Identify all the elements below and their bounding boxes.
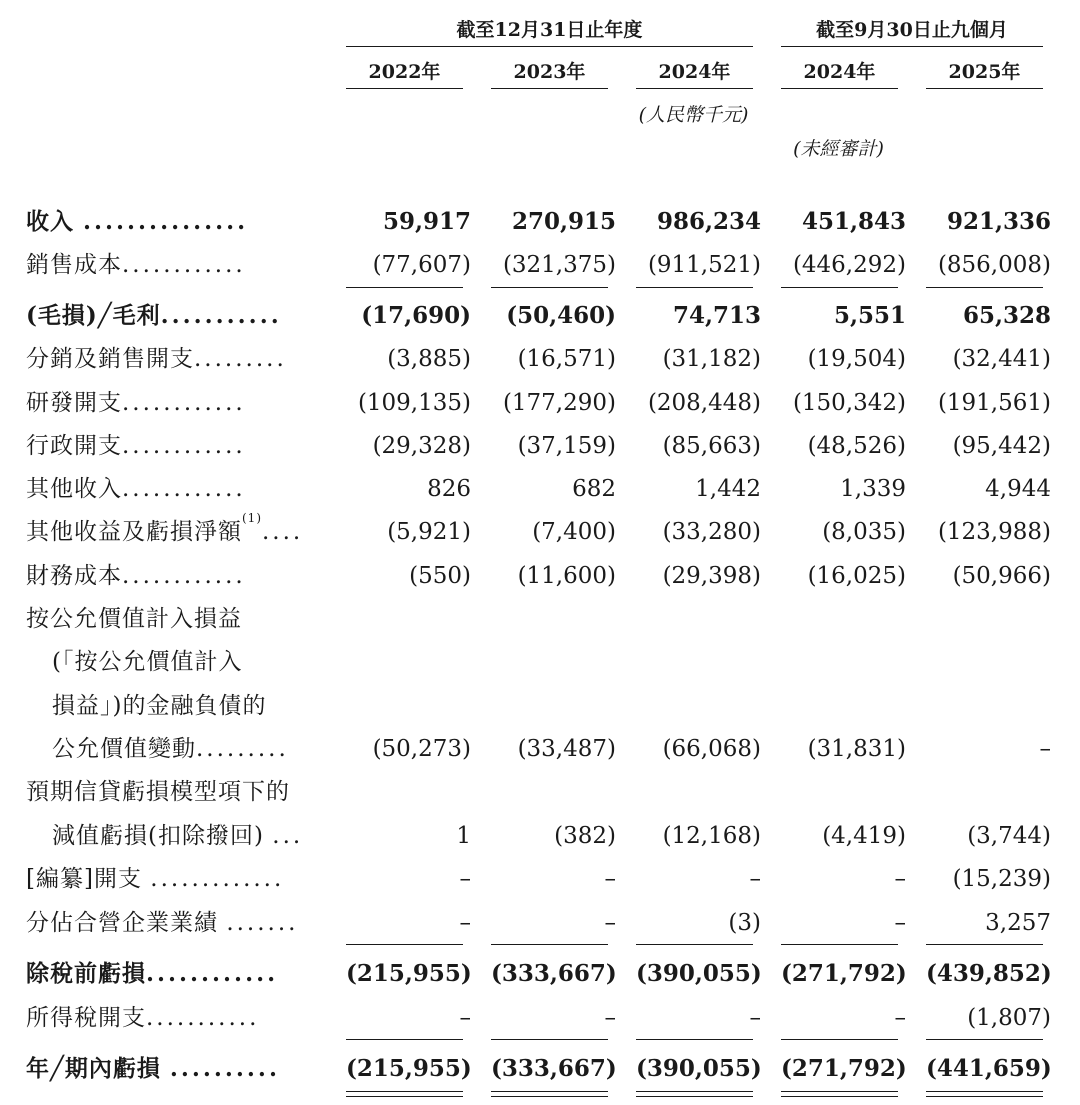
value-cell: (123,988)	[937, 519, 1051, 545]
row-label: 按公允價值計入損益	[26, 606, 242, 632]
total-double-rule	[926, 1091, 1043, 1097]
row-cost-of-sales	[0, 245, 1080, 285]
value-cell: –	[749, 866, 761, 892]
row-label: 年╱期內虧損 ..........	[26, 1055, 280, 1082]
row-label: 財務成本............	[26, 563, 246, 589]
value-cell: (16,025)	[807, 563, 906, 589]
value-cell: –	[894, 1005, 906, 1031]
value-cell: –	[749, 1005, 761, 1031]
value-cell: 5,551	[833, 302, 906, 329]
total-double-rule	[781, 1091, 898, 1097]
value-cell: –	[604, 910, 616, 936]
value-cell: (19,504)	[807, 346, 906, 372]
value-cell: 65,328	[962, 302, 1051, 329]
value-cell: –	[459, 1005, 471, 1031]
value-cell: (5,921)	[387, 519, 471, 545]
subtotal-rule	[636, 944, 753, 945]
value-cell: (3,885)	[387, 346, 471, 372]
year-header-2022: 2022年	[346, 60, 463, 89]
row-gross-profit	[0, 296, 1080, 336]
year-header-2023: 2023年	[491, 60, 608, 89]
value-cell: (208,448)	[647, 390, 761, 416]
subtotal-rule	[636, 287, 753, 288]
value-cell: (29,328)	[372, 433, 471, 459]
row-label: 損益」)的金融負債的	[52, 693, 267, 719]
value-cell: (856,008)	[937, 252, 1051, 278]
total-double-rule	[636, 1091, 753, 1097]
subtotal-rule	[491, 1039, 608, 1040]
value-cell: (12,168)	[662, 823, 761, 849]
row-income-tax-expense	[0, 998, 1080, 1038]
value-cell: (439,852)	[926, 960, 1052, 987]
row-label: 預期信貸虧損模型項下的	[26, 779, 290, 805]
value-cell: –	[459, 866, 471, 892]
value-cell: (321,375)	[502, 252, 616, 278]
value-cell: 1	[456, 823, 471, 849]
value-cell: (33,487)	[517, 736, 616, 762]
row-redacted-expenses	[0, 859, 1080, 899]
row-label: 行政開支............	[26, 433, 246, 459]
value-cell: 3,257	[985, 910, 1051, 936]
value-cell: (50,966)	[952, 563, 1051, 589]
value-cell: (11,600)	[517, 563, 616, 589]
value-cell: (7,400)	[532, 519, 616, 545]
row-share-of-jv	[0, 903, 1080, 943]
subtotal-rule	[926, 1039, 1043, 1040]
unaudited-note: (未經審計)	[793, 138, 884, 160]
row-other-income	[0, 469, 1080, 509]
row-label: 研發開支............	[26, 390, 246, 416]
row-finance-costs	[0, 556, 1080, 596]
value-cell: 451,843	[801, 208, 906, 235]
subtotal-rule	[926, 287, 1043, 288]
value-cell: –	[604, 866, 616, 892]
value-cell: (85,663)	[662, 433, 761, 459]
year-header-2024-nine-months: 2024年	[781, 60, 898, 89]
value-cell: (382)	[554, 823, 616, 849]
value-cell: (550)	[409, 563, 471, 589]
value-cell: –	[1039, 736, 1051, 762]
row-label: 分銷及銷售開支.........	[26, 346, 287, 372]
value-cell: 921,336	[946, 208, 1051, 235]
subtotal-rule	[636, 1039, 753, 1040]
row-label: (毛損)╱毛利...........	[26, 302, 282, 329]
year-header-2025-nine-months: 2025年	[926, 60, 1043, 89]
row-label: 除稅前虧損............	[26, 960, 279, 987]
row-label: 其他收益及虧損淨額$^{(1)}$....	[26, 512, 304, 545]
value-cell: 986,234	[656, 208, 761, 235]
value-cell: (33,280)	[662, 519, 761, 545]
value-cell: 74,713	[672, 302, 761, 329]
subtotal-rule	[346, 287, 463, 288]
value-cell: (17,690)	[361, 302, 471, 329]
subtotal-rule	[781, 287, 898, 288]
subtotal-rule	[346, 944, 463, 945]
row-loss-for-period	[0, 1049, 1080, 1089]
subtotal-rule	[781, 944, 898, 945]
value-cell: (390,055)	[636, 960, 762, 987]
subtotal-rule	[781, 1039, 898, 1040]
total-double-rule	[346, 1091, 463, 1097]
value-cell: (16,571)	[517, 346, 616, 372]
value-cell: (441,659)	[926, 1055, 1052, 1082]
value-cell: (50,273)	[372, 736, 471, 762]
unit-note: (人民幣千元)	[638, 104, 749, 126]
value-cell: (911,521)	[647, 252, 761, 278]
row-distribution-selling-expenses	[0, 339, 1080, 379]
value-cell: –	[894, 910, 906, 936]
row-label: 分佔合營企業業績 .......	[26, 910, 299, 936]
value-cell: (215,955)	[346, 1055, 472, 1082]
row-fvtpl-line1	[0, 599, 1080, 639]
row-label: 所得稅開支...........	[26, 1005, 260, 1031]
value-cell: (191,561)	[937, 390, 1051, 416]
row-fvtpl-change	[0, 729, 1080, 769]
row-fvtpl-line2	[0, 642, 1080, 682]
value-cell: (8,035)	[822, 519, 906, 545]
row-fvtpl-line3	[0, 686, 1080, 726]
row-admin-expenses	[0, 426, 1080, 466]
value-cell: (109,135)	[357, 390, 471, 416]
value-cell: 826	[427, 476, 471, 502]
value-cell: –	[604, 1005, 616, 1031]
value-cell: 1,442	[695, 476, 761, 502]
value-cell: (150,342)	[792, 390, 906, 416]
header-group-full-year: 截至12月31日止年度	[346, 16, 753, 47]
value-cell: 59,917	[382, 208, 471, 235]
header-group-nine-months: 截至9月30日止九個月	[781, 16, 1043, 47]
value-cell: (3,744)	[967, 823, 1051, 849]
value-cell: (48,526)	[807, 433, 906, 459]
year-header-2024: 2024年	[636, 60, 753, 89]
value-cell: –	[894, 866, 906, 892]
value-cell: 1,339	[840, 476, 906, 502]
subtotal-rule	[346, 1039, 463, 1040]
value-cell: –	[459, 910, 471, 936]
value-cell: (1,807)	[967, 1005, 1051, 1031]
row-label: (「按公允價值計入	[52, 649, 243, 675]
total-double-rule	[491, 1091, 608, 1097]
row-label: 公允價值變動.........	[52, 736, 289, 762]
value-cell: (271,792)	[781, 1055, 907, 1082]
row-label: [編纂]開支 .............	[26, 866, 285, 892]
value-cell: (271,792)	[781, 960, 907, 987]
value-cell: (333,667)	[491, 960, 617, 987]
value-cell: (29,398)	[662, 563, 761, 589]
row-impairment-losses	[0, 816, 1080, 856]
footnote-marker: (1)	[242, 512, 262, 525]
value-cell: (31,831)	[807, 736, 906, 762]
value-cell: (15,239)	[952, 866, 1051, 892]
subtotal-rule	[491, 287, 608, 288]
subtotal-rule	[926, 944, 1043, 945]
row-label: 其他收入............	[26, 476, 246, 502]
value-cell: 4,944	[985, 476, 1051, 502]
value-cell: (50,460)	[506, 302, 616, 329]
value-cell: (3)	[728, 910, 761, 936]
row-ecl-line1	[0, 772, 1080, 812]
value-cell: (177,290)	[502, 390, 616, 416]
row-label: 減值虧損(扣除撥回) ...	[52, 823, 304, 849]
value-cell: (37,159)	[517, 433, 616, 459]
value-cell: (95,442)	[952, 433, 1051, 459]
value-cell: (446,292)	[792, 252, 906, 278]
row-label: 收入 ...............	[26, 208, 249, 235]
value-cell: 682	[572, 476, 616, 502]
value-cell: (333,667)	[491, 1055, 617, 1082]
value-cell: (31,182)	[662, 346, 761, 372]
row-revenue	[0, 202, 1080, 242]
subtotal-rule	[491, 944, 608, 945]
row-label: 銷售成本............	[26, 252, 246, 278]
value-cell: (215,955)	[346, 960, 472, 987]
value-cell: (77,607)	[372, 252, 471, 278]
value-cell: 270,915	[511, 208, 616, 235]
value-cell: (390,055)	[636, 1055, 762, 1082]
row-rnd-expenses	[0, 383, 1080, 423]
value-cell: (32,441)	[952, 346, 1051, 372]
value-cell: (66,068)	[662, 736, 761, 762]
value-cell: (4,419)	[822, 823, 906, 849]
row-other-gains-losses	[0, 512, 1080, 552]
row-loss-before-tax	[0, 954, 1080, 994]
